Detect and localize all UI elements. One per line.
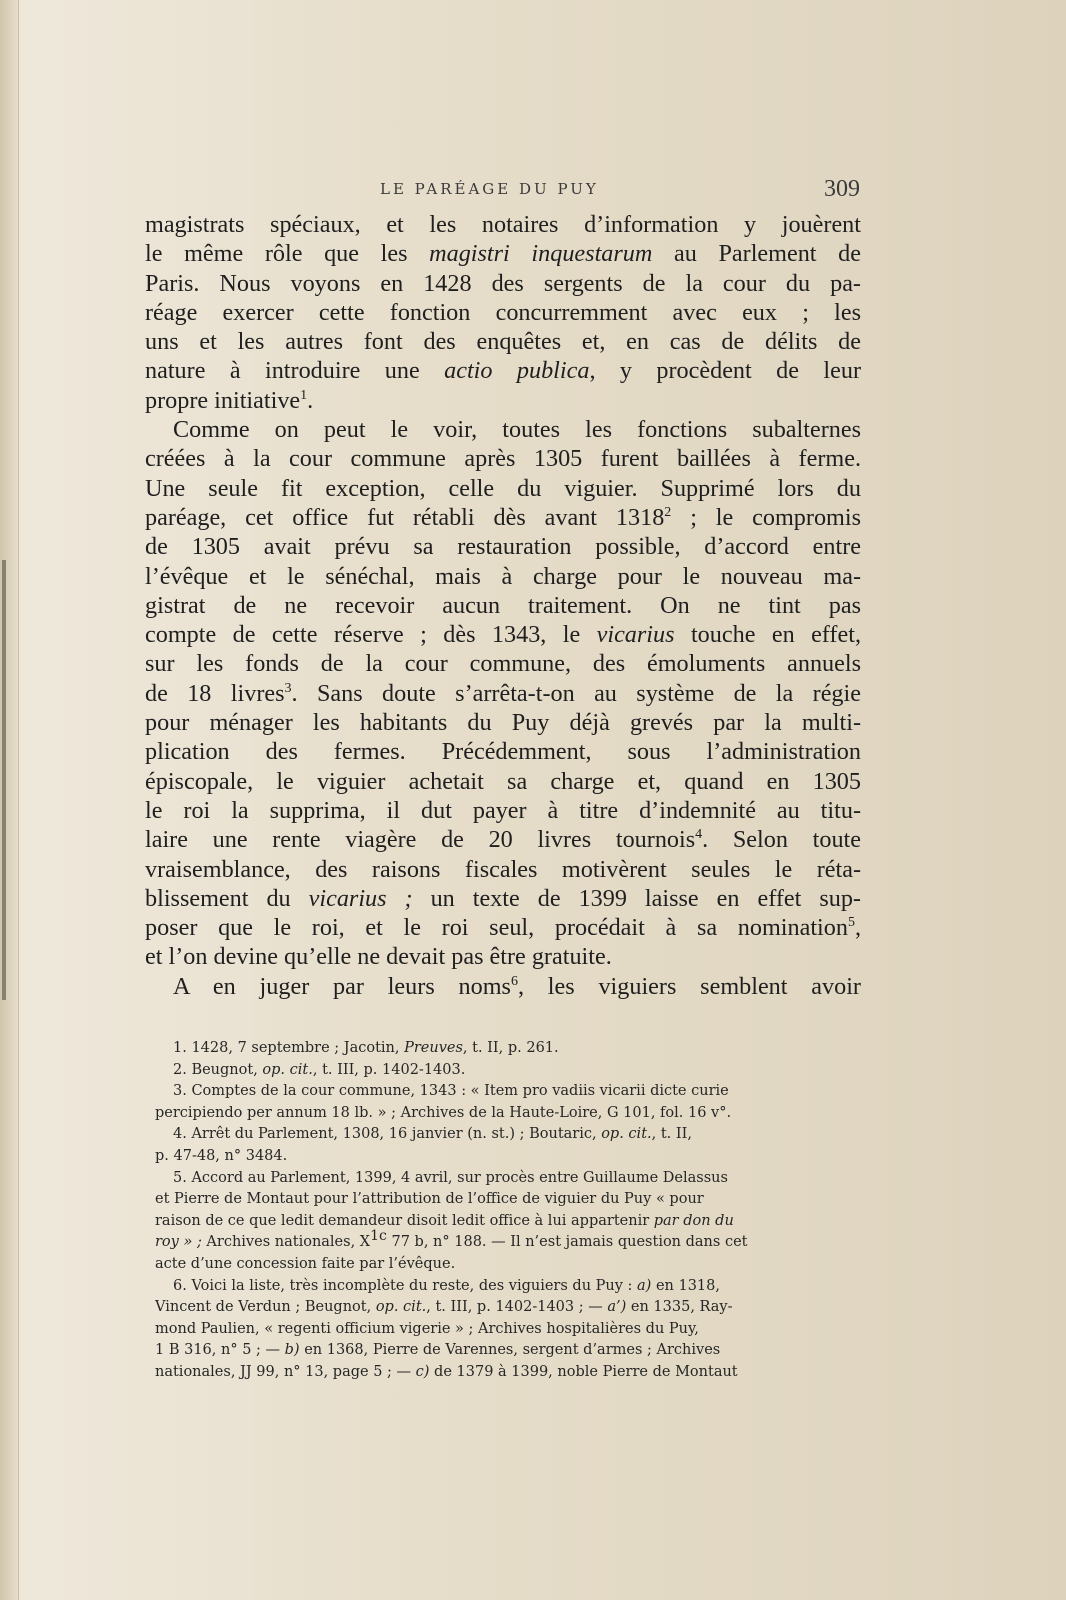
- running-head: [380, 178, 860, 206]
- text-line: pour ménager les habitants du Puy déjà grevés par la multi-: [145, 709, 861, 737]
- page-number: 309: [824, 176, 860, 202]
- footnote-6-cont: mond Paulien, « regenti officium vigerie » ; Archives hospitalières du Puy,: [155, 1320, 699, 1337]
- superscript: 1c: [370, 1228, 387, 1245]
- footnote-2: 2. Beugnot, op. cit., t. III, p. 1402-1403.: [173, 1061, 466, 1078]
- footnote-1: 1. 1428, 7 septembre ; Jacotin, Preuves, t. II, p. 261.: [173, 1040, 559, 1056]
- footnote-ref[interactable]: 4: [695, 827, 703, 843]
- footnote-ref[interactable]: 3: [284, 680, 292, 696]
- footnote-3: 3. Comptes de la cour commune, 1343 : « Item pro vadiis vicarii dicte curie: [173, 1083, 729, 1100]
- text-line: le même rôle que les magistri inquestarum au Parlement de: [145, 240, 861, 268]
- footnote-3-cont: percipiendo per annum 18 lb. » ; Archives de la Haute-Loire, G 101, fol. 16 v°.: [155, 1104, 732, 1121]
- text-line: poser que le roi, et le roi seul, procédait à sa nomination$^5$,: [145, 914, 861, 942]
- footnote-5-cont: acte d’une concession faite par l’évêque.: [155, 1255, 456, 1272]
- text-line: laire une rente viagère de 20 livres tournois$^4$. Selon toute: [145, 826, 861, 854]
- footnote-4-cont: p. 47-48, n° 3484.: [155, 1147, 288, 1164]
- text-line: vraisemblance, des raisons fiscales motivèrent seules le réta-: [145, 855, 861, 883]
- footnote-ref[interactable]: 6: [510, 973, 518, 989]
- text-line: blissement du vicarius ; un texte de 1399 laisse en effet sup-: [145, 884, 861, 912]
- text-line: créées à la cour commune après 1305 furent baillées à ferme.: [145, 445, 861, 473]
- text-line: et l’on devine qu’elle ne devait pas être gratuite.: [145, 943, 612, 971]
- footnote-6: 6. Voici la liste, très incomplète du reste, des viguiers du Puy : a) en 1318,: [173, 1277, 720, 1294]
- text-line: épiscopale, le viguier achetait sa charge et, quand en 1305: [145, 767, 861, 795]
- text-line: A en juger par leurs noms$^6$, les viguiers semblent avoir: [173, 972, 861, 1000]
- footnote-6-cont: Vincent de Verdun ; Beugnot, op. cit., t. III, p. 1402-1403 ; — a’) en 1335, Ray-: [155, 1299, 733, 1316]
- text-line: Une seule fit exception, celle du viguier. Supprimé lors du: [145, 474, 861, 502]
- text-line: sur les fonds de la cour commune, des émoluments annuels: [145, 650, 861, 678]
- footnote-ref[interactable]: 5: [847, 915, 855, 931]
- footnote-5-cont: raison de ce que ledit demandeur disoit ledit office à lui appartenir par don du: [155, 1212, 734, 1229]
- text-line: paréage, cet office fut rétabli dès avant 1318$^2$ ; le compromis: [145, 503, 861, 531]
- text-line: compte de cette réserve ; dès 1343, le vicarius touche en effet,: [145, 621, 861, 649]
- text-line: plication des fermes. Précédemment, sous l’administration: [145, 738, 861, 766]
- footnote-ref[interactable]: 1: [300, 387, 308, 403]
- footnote-6-cont: nationales, JJ 99, n° 13, page 5 ; — c) de 1379 à 1399, noble Pierre de Montaut: [155, 1363, 738, 1380]
- page: [20, 0, 1066, 1600]
- footnotes: [155, 1038, 861, 1384]
- text-line: réage exercer cette fonction concurremment avec eux ; les: [145, 298, 861, 326]
- text-line: uns et les autres font des enquêtes et, en cas de délits de: [145, 328, 861, 356]
- main-text: [145, 210, 861, 1001]
- footnote-5-cont: roy » ; Archives nationales, $X^{1c}$ 77 b, n° 188. — Il n’est jamais question dans cet: [155, 1228, 748, 1251]
- text-line: nature à introduire une actio publica, y procèdent de leur: [145, 357, 861, 385]
- text-line: Paris. Nous voyons en 1428 des sergents de la cour du pa-: [145, 269, 861, 297]
- text-line: propre initiative$^1$.: [145, 386, 314, 414]
- footnote-ref[interactable]: 2: [664, 504, 672, 520]
- text-line: l’évêque et le sénéchal, mais à charge pour le nouveau ma-: [145, 562, 861, 590]
- text-line: de 1305 avait prévu sa restauration possible, d’accord entre: [145, 533, 861, 561]
- footnote-4: 4. Arrêt du Parlement, 1308, 16 janvier (n. st.) ; Boutaric, op. cit., t. II,: [173, 1126, 692, 1143]
- text-line: Comme on peut le voir, toutes les fonctions subalternes: [173, 416, 861, 444]
- running-title: LE PARÉAGE DU PUY: [380, 180, 599, 198]
- text-line: le roi la supprima, il dut payer à titre d’indemnité au titu-: [145, 796, 861, 824]
- text-line: de 18 livres$^3$. Sans doute s’arrêta-t-on au système de la régie: [145, 679, 861, 707]
- text-line: magistrats spéciaux, et les notaires d’information y jouèrent: [145, 211, 861, 238]
- page-edge-shadow: [2, 560, 6, 1000]
- footnote-5-cont: et Pierre de Montaut pour l’attribution de l’office de viguier du Puy « pour: [155, 1191, 704, 1208]
- text-line: gistrat de ne recevoir aucun traitement. On ne tint pas: [145, 591, 861, 619]
- footnote-6-cont: 1 B 316, n° 5 ; — b) en 1368, Pierre de Varennes, sergent d’armes ; Archives: [155, 1342, 721, 1359]
- footnote-5: 5. Accord au Parlement, 1399, 4 avril, sur procès entre Guillaume Delassus: [173, 1169, 728, 1186]
